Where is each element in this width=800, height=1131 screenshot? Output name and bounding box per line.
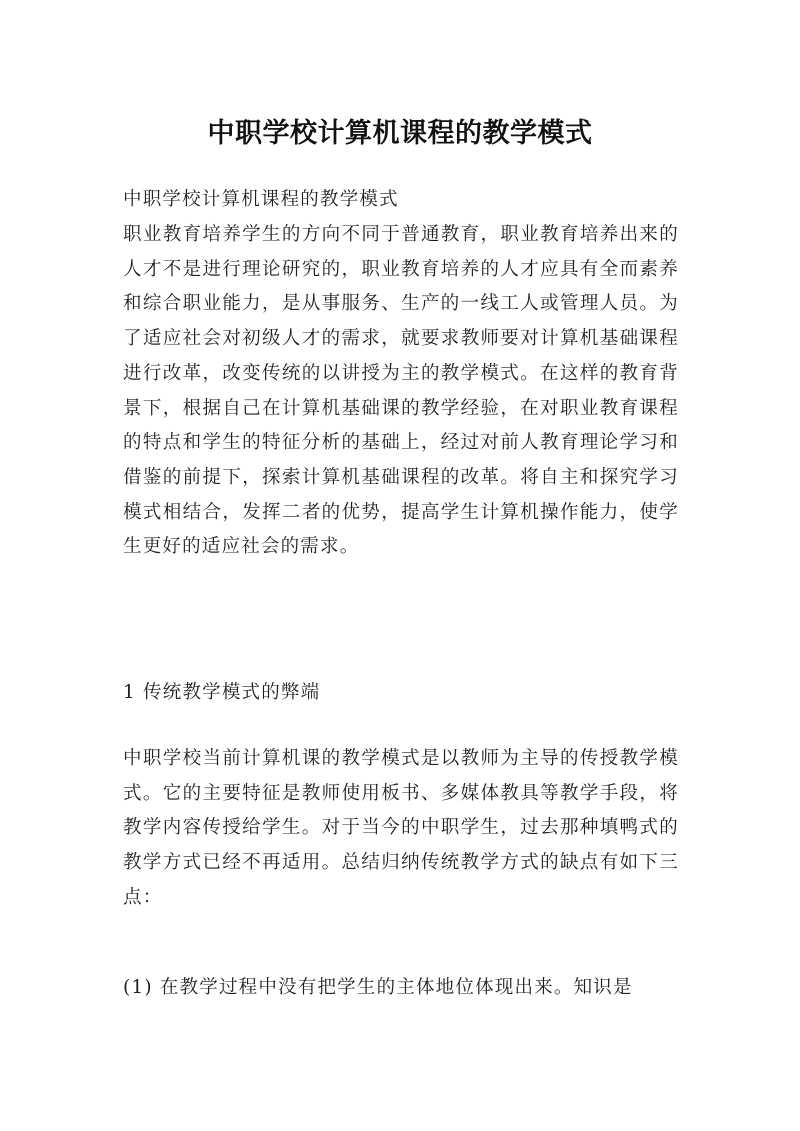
point-1-text: (1) 在教学过程中没有把学生的主体地位体现出来。知识是 — [123, 977, 633, 998]
intro-paragraph — [123, 218, 679, 565]
section-heading-text: 1 传统教学模式的弊端 — [123, 682, 321, 703]
subtitle-text: 中职学校计算机课程的教学模式 — [123, 189, 399, 210]
intro-text: 职业教育培养学生的方向不同于普通教育，职业教育培养出来的人才不是进行理论研究的，职业教育培养的人才应具有全而素养和综合职业能力，是从事服务、生产的一线工人或管理人员。为了适应社会对初级人才的需求，就要求教师要对计算机基础课程进行改革，改变传统的以讲授为主的教学模式。在这样的教育背景下，根据自己在计算机基础课的教学经验，在对职业教育课程的特点和学生的特征分析的基础上，经过对前人教育理论学习和借鉴的前提下，探索计算机基础课程的改革。将自主和探究学习模式相结合，发挥二者的优势，提高学生计算机操作能力，使学生更好的适应社会的需求。 — [123, 224, 679, 558]
document-title: 中职学校计算机课程的教学模式 — [207, 118, 593, 150]
section-heading — [123, 676, 679, 711]
document-subtitle — [123, 183, 679, 218]
point-paragraph — [123, 971, 679, 1006]
section-paragraph-text: 中职学校当前计算机课的教学模式是以教师为主导的传授教学模式。它的主要特征是教师使用板书、多媒体教具等教学手段，将教学内容传授给学生。对于当今的中职学生，过去那种填鸭式的教学方式已经不再适用。总结归纳传统教学方式的缺点有如下三点： — [123, 748, 679, 908]
section-paragraph — [123, 742, 679, 916]
